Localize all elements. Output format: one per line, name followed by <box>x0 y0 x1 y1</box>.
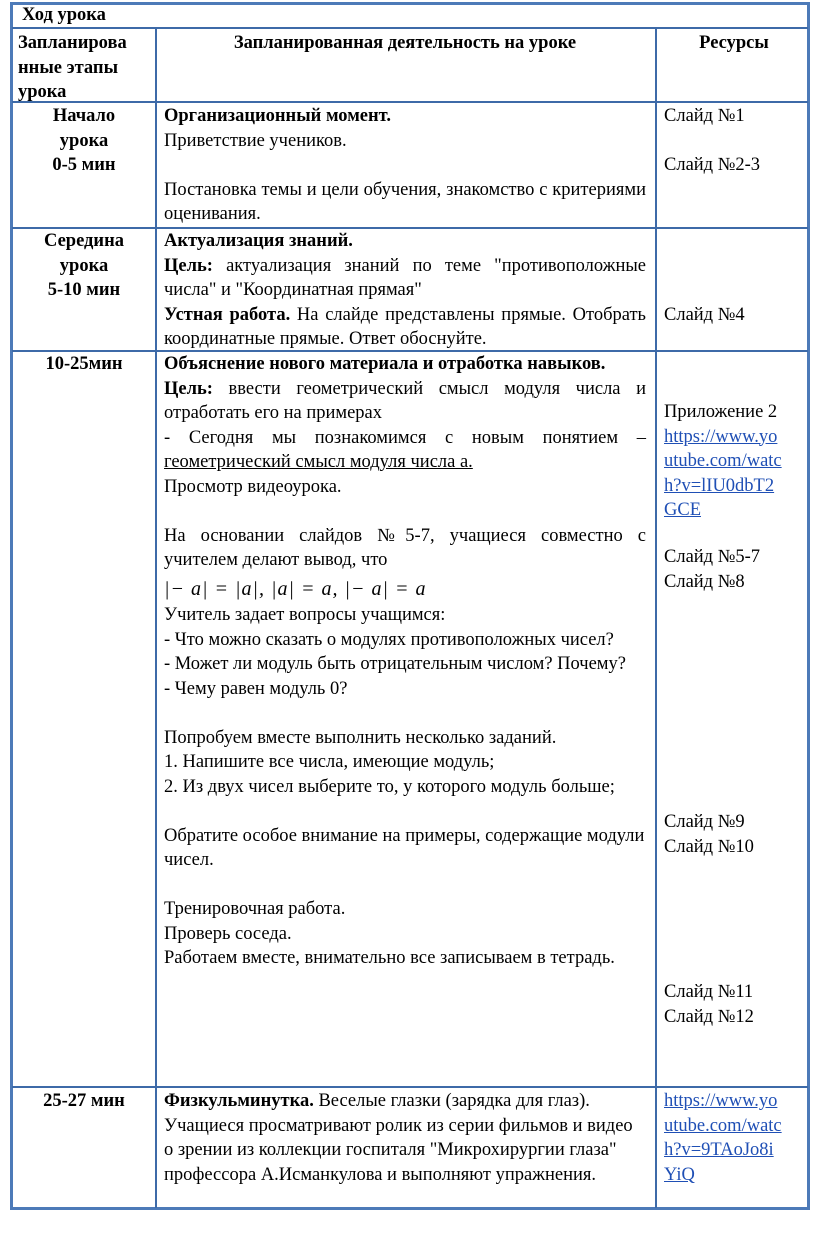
activity-text: Работаем вместе, внимательно все записываем в тетрадь. <box>164 948 615 968</box>
goal-text: актуализация знаний по теме "противоположные числа" и "Координатная прямая" <box>164 255 646 300</box>
activity-heading: Физкульминутка. <box>164 1091 314 1111</box>
task-item: 1. Напишите все числа, имеющие модуль; <box>164 752 495 772</box>
stage-cell <box>14 352 154 377</box>
question-item: - Что можно сказать о модулях противоположных чисел? <box>164 629 614 650</box>
header-resources: Ресурсы <box>699 33 769 53</box>
video-link-line[interactable]: YiQ <box>664 1164 695 1185</box>
activity-text: Тренировочная работа. <box>164 899 346 919</box>
activity-text: Просмотр видеоурока. <box>164 476 342 497</box>
stage-time: 0-5 мин <box>52 155 116 175</box>
resources-cell <box>664 400 804 523</box>
resources-cell <box>664 104 804 178</box>
resources-cell <box>664 229 804 327</box>
video-link[interactable] <box>664 1089 804 1187</box>
resources-cell <box>664 545 804 594</box>
activity-text: Приветствие учеников. <box>164 130 347 151</box>
slide-ref: Слайд №9 <box>664 812 745 832</box>
activity-cell <box>164 1089 646 1187</box>
video-link[interactable] <box>664 425 804 523</box>
goal-label: Цель: <box>164 378 213 399</box>
resources-cell <box>664 980 804 1029</box>
table-title: Ход урока <box>22 5 106 25</box>
activity-text: - Сегодня мы познакомимся с новым понятием – <box>164 427 646 448</box>
column-divider <box>655 27 657 1208</box>
activity-text: Попробуем вместе выполнить несколько заданий. <box>164 727 557 748</box>
slide-ref: Слайд №11 <box>664 982 754 1002</box>
question-item: - Чему равен модуль 0? <box>164 678 348 699</box>
header-stages: Запланирова нные этапы урока <box>18 33 127 102</box>
oral-work-label: Устная работа. <box>164 304 291 325</box>
slide-ref: Слайд №2-3 <box>664 155 761 175</box>
stage-label: урока <box>59 255 109 276</box>
activity-heading: Объяснение нового материала и отработка навыков. <box>164 354 606 374</box>
video-link-line[interactable]: utube.com/watc <box>664 1115 782 1136</box>
appendix-ref: Приложение 2 <box>664 402 778 422</box>
activity-text: Постановка темы и цели обучения, знакомство с критериями оценивания. <box>164 179 646 224</box>
stage-label: Середина <box>44 231 124 251</box>
slide-ref: Слайд №8 <box>664 571 745 592</box>
video-link-line[interactable]: https://www.yo <box>664 1091 778 1111</box>
stage-cell <box>14 1089 154 1114</box>
stage-cell <box>14 229 154 303</box>
resources-cell <box>664 1089 804 1187</box>
activity-text: На основании слайдов №5-7, учащиеся совместно с учителем делают вывод, что <box>164 525 646 570</box>
activity-cell <box>164 352 646 971</box>
stage-time: 25-27 мин <box>43 1091 125 1111</box>
row-divider <box>12 1086 808 1088</box>
goal-label: Цель: <box>164 255 213 276</box>
slide-ref: Слайд №12 <box>664 1006 754 1027</box>
new-concept-text: геометрический смысл модуля числа а. <box>164 452 473 472</box>
stage-label: Начало <box>52 106 116 126</box>
activity-cell <box>164 104 646 227</box>
activity-heading: Организационный момент. <box>164 106 391 126</box>
activity-text: Веселые глазки (зарядка для глаз). Учащиеся просматривают ролик из серии фильмов и видео о зрении из коллекции госпиталя "Микрохирургии глаза" профессора А.Исманкулова и выполняют упражнения. <box>164 1091 633 1185</box>
video-link-line[interactable]: https://www.yo <box>664 426 778 447</box>
slide-ref: Слайд №1 <box>664 106 745 126</box>
task-item: 2. Из двух чисел выберите то, у которого модуль больше; <box>164 776 615 797</box>
question-item: - Может ли модуль быть отрицательным числом? Почему? <box>164 654 626 674</box>
activity-heading: Актуализация знаний. <box>164 231 353 251</box>
goal-text: ввести геометрический смысл модуля числа и отработать его на примерах <box>164 378 646 423</box>
video-link-line[interactable]: GCE <box>664 500 701 520</box>
modulus-formula: |− a| = |a|, |a| = a, |− a| = a <box>164 577 427 600</box>
oral-work-text: На слайде представлены прямые. Отобрать координатные прямые. Ответ обоснуйте. <box>164 304 646 349</box>
stage-time: 10-25мин <box>45 354 123 374</box>
header-activity: Запланированная деятельность на уроке <box>233 33 577 53</box>
activity-text: Учитель задает вопросы учащимся: <box>164 605 446 625</box>
activity-cell <box>164 229 646 352</box>
video-link-line[interactable]: h?v=9TAoJo8i <box>664 1140 774 1160</box>
activity-text: Проверь соседа. <box>164 923 292 944</box>
column-divider <box>155 27 157 1208</box>
slide-ref: Слайд №10 <box>664 836 754 857</box>
activity-text: Обратите особое внимание на примеры, содержащие модули чисел. <box>164 825 645 870</box>
slide-ref: Слайд №4 <box>664 304 745 325</box>
stage-label: урока <box>59 130 109 151</box>
slide-ref: Слайд №5-7 <box>664 547 761 567</box>
video-link-line[interactable]: h?v=lIU0dbT2 <box>664 475 775 496</box>
stage-time: 5-10 мин <box>47 280 121 300</box>
stage-cell <box>14 104 154 178</box>
resources-cell <box>664 810 804 859</box>
video-link-line[interactable]: utube.com/watc <box>664 451 782 471</box>
